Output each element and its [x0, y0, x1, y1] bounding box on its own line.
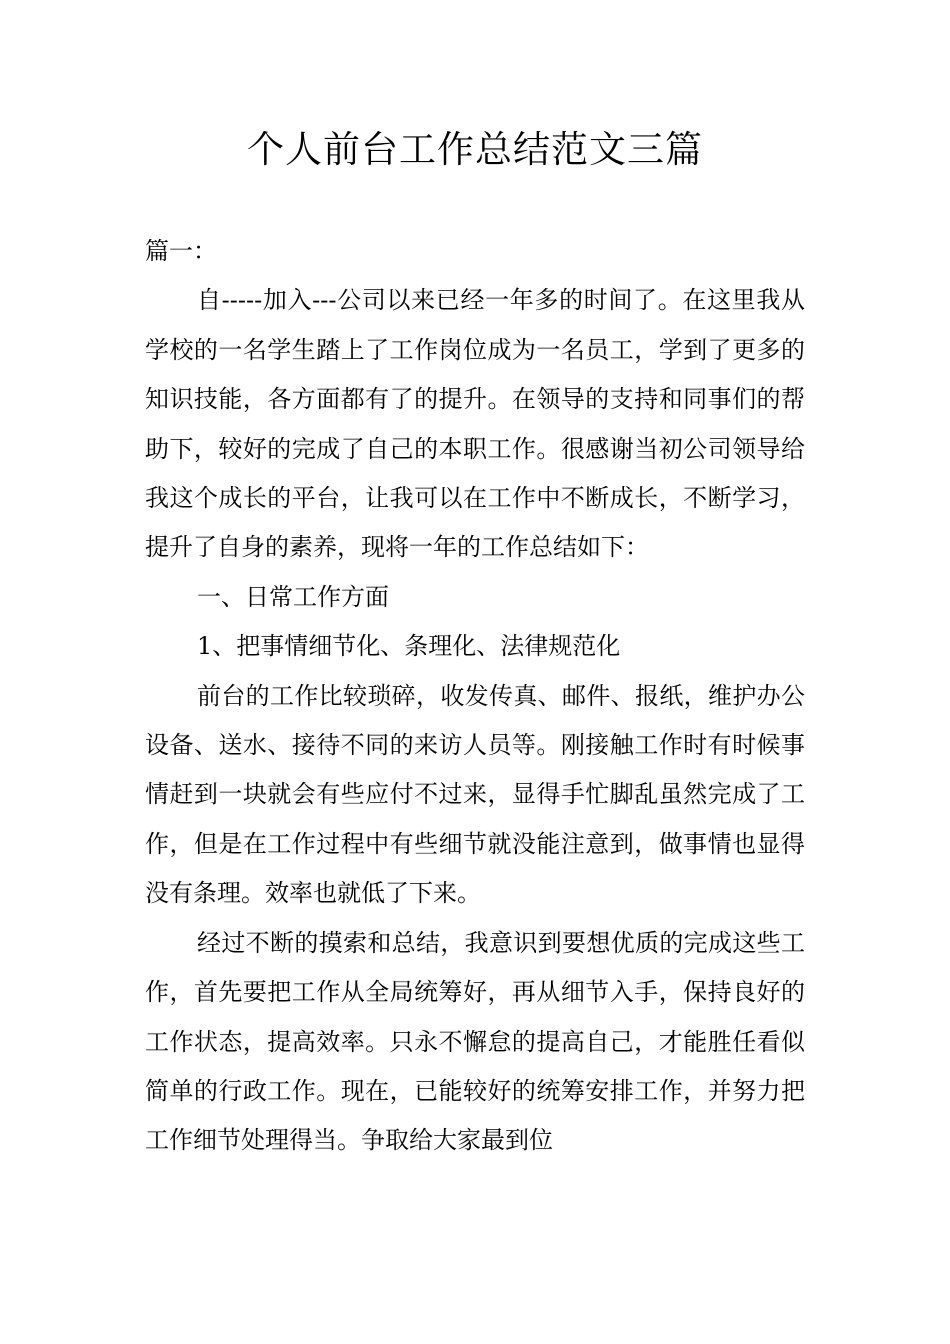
document-body — [145, 227, 805, 1166]
paragraph-reception-work: 前台的工作比较琐碎，收发传真、邮件、报纸，维护办公设备、送水、接待不同的来访人员等。刚接触工作时有时候事情赶到一块就会有些应付不过来，显得手忙脚乱虽然完成了工作，但是在工作过程中有些细节就没能注意到，做事情也显得没有条理。效率也就低了下来。 — [145, 681, 805, 908]
subheading-item-1: 1、把事情细节化、条理化、法律规范化 — [197, 632, 621, 661]
heading-daily-work: 一、日常工作方面 — [197, 582, 389, 611]
paragraph-introduction: 自-----加入---公司以来已经一年多的时间了。在这里我从学校的一名学生踏上了工作岗位成为一名员工，学到了更多的知识技能，各方面都有了的提升。在领导的支持和同事们的帮助下，较好的完成了自己的本职工作。很感谢当初公司领导给我这个成长的平台，让我可以在工作中不断成长，不断学习，提升了自身的素养，现将一年的工作总结如下： — [145, 286, 805, 562]
section-heading-part-one: 篇一： — [145, 237, 217, 265]
document-title: 个人前台工作总结范文三篇 — [247, 128, 703, 171]
paragraph-improvement: 经过不断的摸索和总结，我意识到要想优质的完成这些工作，首先要把工作从全局统筹好，再从细节入手，保持良好的工作状态，提高效率。只永不懈怠的提高自己，才能胜任看似简单的行政工作。现在，已能较好的统筹安排工作，并努力把工作细节处理得当。争取给大家最到位 — [145, 928, 805, 1155]
